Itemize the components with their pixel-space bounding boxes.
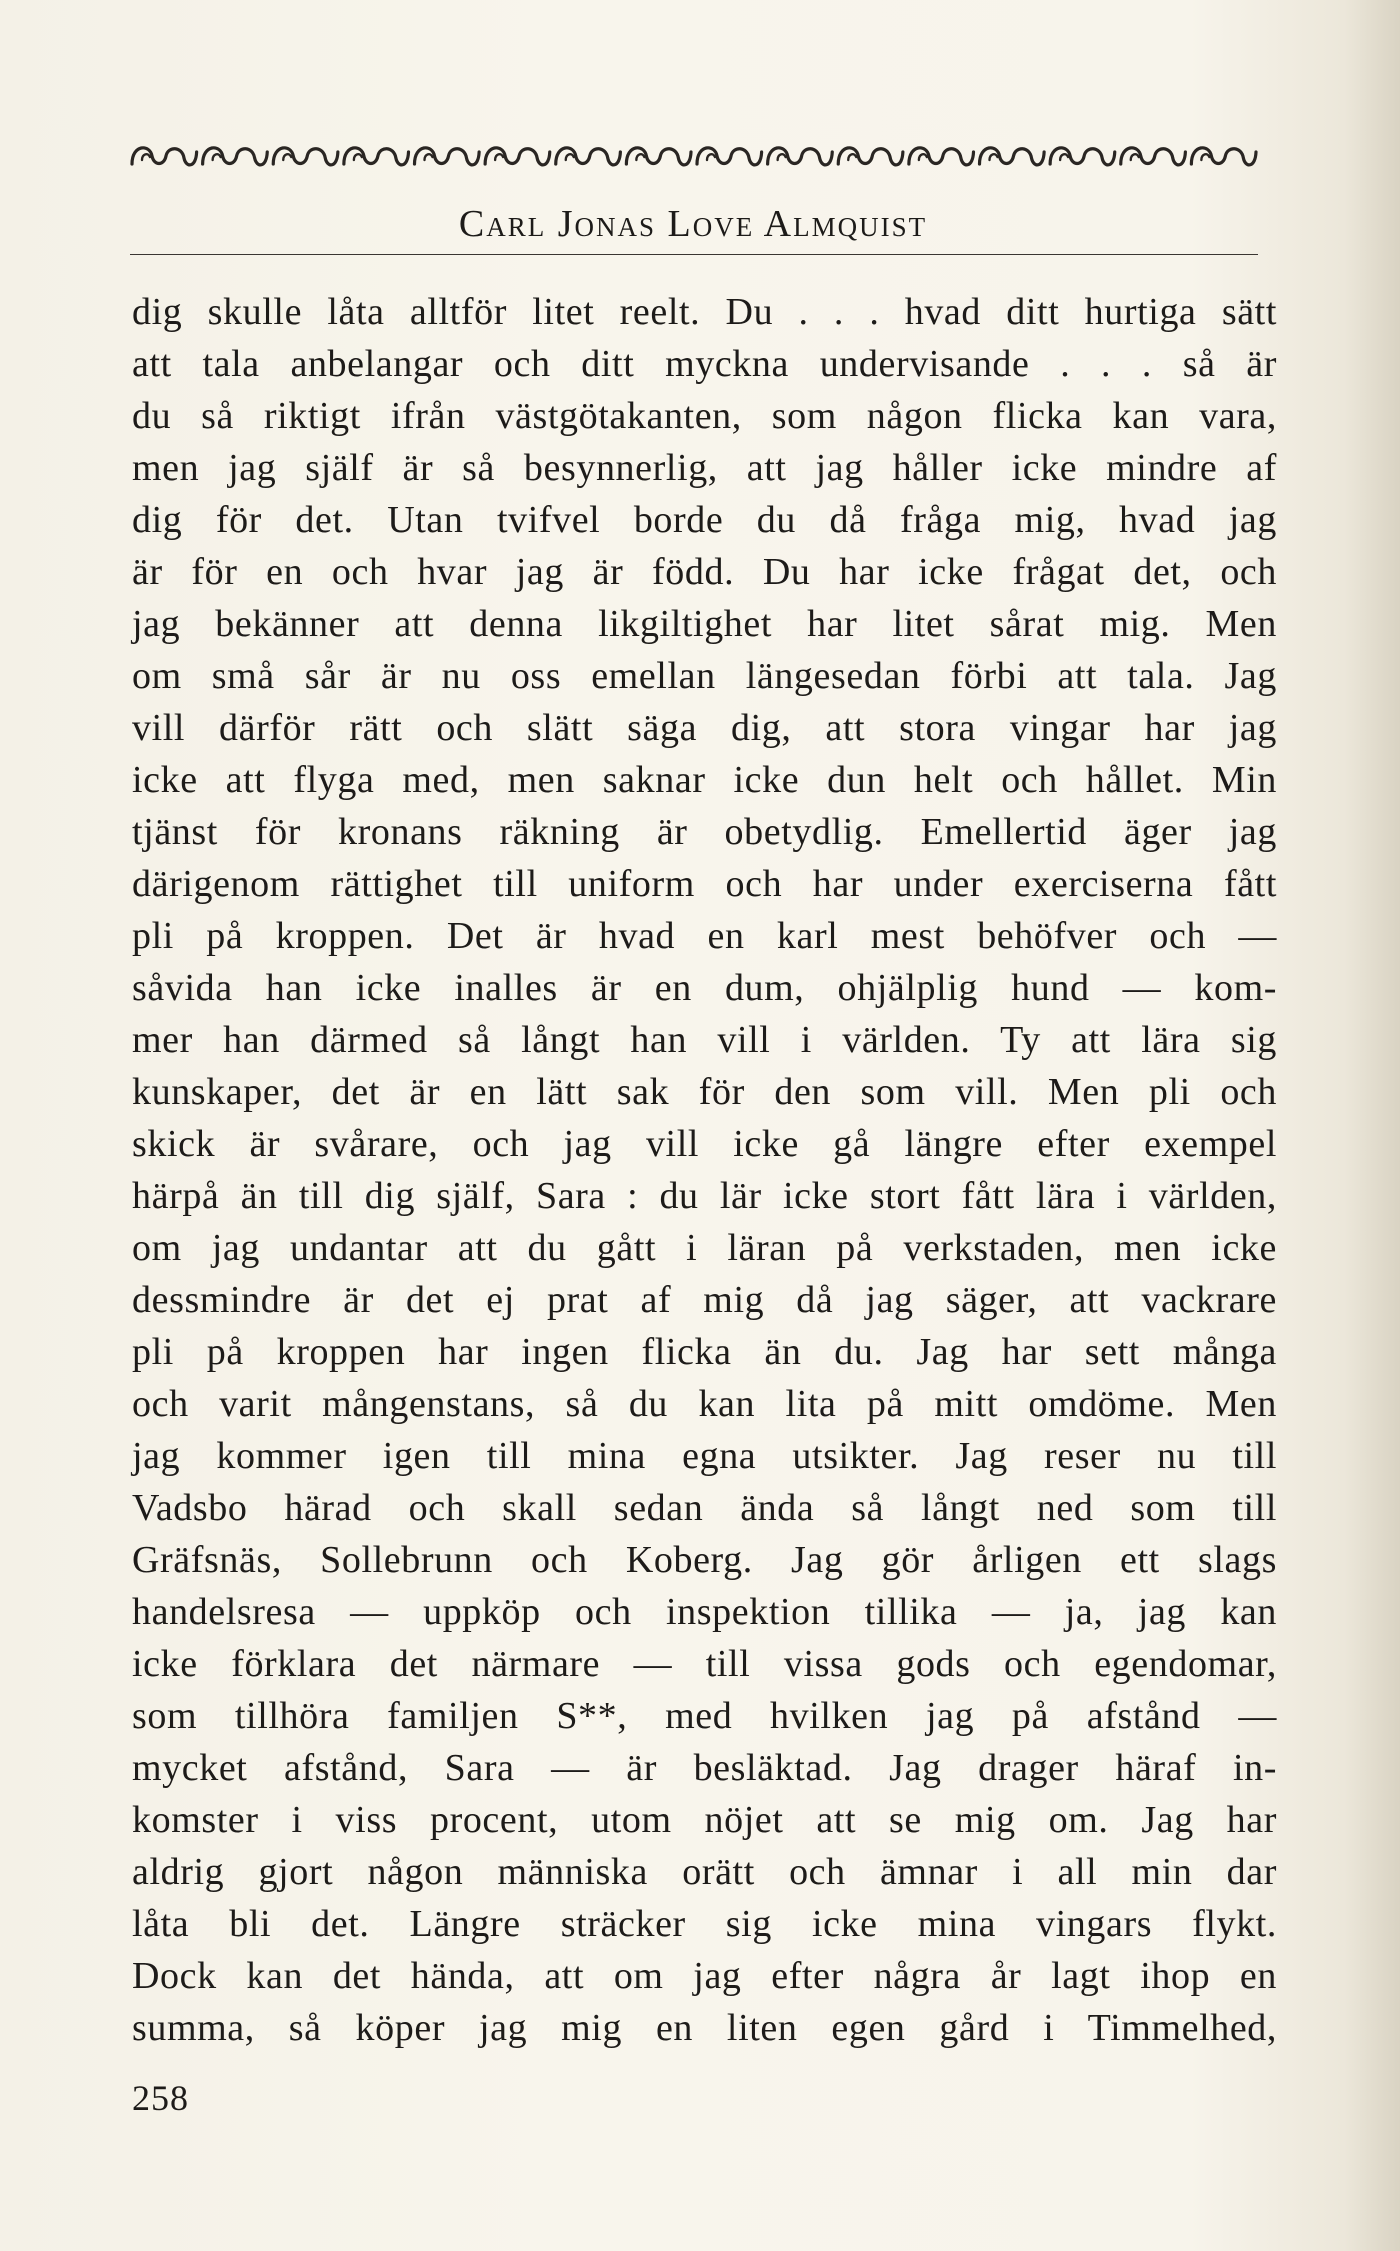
ornament-curl <box>707 154 715 160</box>
text-line: du så riktigt ifrån västgötakanten, som någon flicka kan vara, <box>132 395 1277 437</box>
ornament-curl <box>283 154 291 160</box>
ornament-curl <box>848 154 856 160</box>
ornament-curl <box>636 154 644 160</box>
text-line: dig skulle låta alltför litet reelt. Du . . . hvad ditt hurtiga sätt <box>132 291 1277 333</box>
ornament-curl <box>213 154 221 160</box>
text-line: att tala anbelangar och ditt myckna undervisande . . . så är <box>132 343 1277 385</box>
text-line: pli på kroppen har ingen flicka än du. Jag har sett många <box>132 1331 1277 1373</box>
ornament-curl <box>1060 154 1068 160</box>
ornament-curl <box>919 154 927 160</box>
page-number: 258 <box>132 2078 189 2118</box>
ornament-curl <box>990 154 998 160</box>
ornament-curl <box>778 154 786 160</box>
ornament-curl <box>354 154 362 160</box>
text-line: kunskaper, det är en lätt sak för den som vill. Men pli och <box>132 1071 1277 1113</box>
ornament-curl <box>1131 154 1139 160</box>
text-line: tjänst för kronans räkning är obetydlig. Emellertid äger jag <box>132 811 1277 853</box>
text-line: Vadsbo härad och skall sedan ända så långt ned som till <box>132 1487 1277 1529</box>
ornament-curl <box>425 154 433 160</box>
text-line: om små sår är nu oss emellan längesedan förbi att tala. Jag <box>132 655 1277 697</box>
text-line: pli på kroppen. Det är hvad en karl mest behöfver och — <box>132 915 1277 957</box>
text-line: icke att flyga med, men saknar icke dun helt och hållet. Min <box>132 759 1277 801</box>
text-line: mycket afstånd, Sara — är besläktad. Jag drager häraf in- <box>132 1747 1277 1789</box>
text-line: om jag undantar att du gått i läran på verkstaden, men icke <box>132 1227 1277 1269</box>
text-line: dessmindre är det ej prat af mig då jag säger, att vackrare <box>132 1279 1277 1321</box>
text-line: därigenom rättighet till uniform och har under exerciserna fått <box>132 863 1277 905</box>
ornament-border <box>128 138 1258 174</box>
ornament-curl <box>1201 154 1209 160</box>
running-head: Carl Jonas Love Almquist <box>458 203 928 245</box>
text-line: aldrig gjort någon människa orätt och ämnar i all min dar <box>132 1851 1277 1893</box>
header-rule <box>130 254 1258 255</box>
text-line: Gräfsnäs, Sollebrunn och Koberg. Jag gör årligen ett slags <box>132 1539 1277 1581</box>
text-line: som tillhöra familjen S**, med hvilken jag på afstånd — <box>132 1695 1277 1737</box>
text-line: komster i viss procent, utom nöjet att se mig om. Jag har <box>132 1799 1277 1841</box>
ornament-curl <box>566 154 574 160</box>
text-line: såvida han icke inalles är en dum, ohjälplig hund — kom- <box>132 967 1277 1009</box>
body-text <box>132 286 1277 2054</box>
text-line: är för en och hvar jag är född. Du har icke frågat det, och <box>132 551 1277 593</box>
text-line: och varit mångenstans, så du kan lita på mitt omdöme. Men <box>132 1383 1277 1425</box>
text-line: jag kommer igen till mina egna utsikter. Jag reser nu till <box>132 1435 1277 1477</box>
ornament-curl <box>142 154 150 160</box>
text-line: summa, så köper jag mig en liten egen gård i Timmelhed, <box>132 2007 1277 2049</box>
text-line: låta bli det. Längre sträcker sig icke mina vingars flykt. <box>132 1903 1277 1945</box>
text-line: dig för det. Utan tvifvel borde du då fråga mig, hvad jag <box>132 499 1277 541</box>
text-line: men jag själf är så besynnerlig, att jag håller icke mindre af <box>132 447 1277 489</box>
text-line: härpå än till dig själf, Sara : du lär icke stort fått lära i världen, <box>132 1175 1277 1217</box>
text-line: handelsresa — uppköp och inspektion tillika — ja, jag kan <box>132 1591 1277 1633</box>
ornament-curl <box>495 154 503 160</box>
text-line: jag bekänner att denna likgiltighet har litet sårat mig. Men <box>132 603 1277 645</box>
text-line: skick är svårare, och jag vill icke gå längre efter exempel <box>132 1123 1277 1165</box>
text-line: Dock kan det hända, att om jag efter några år lagt ihop en <box>132 1955 1277 1997</box>
text-line: icke förklara det närmare — till vissa gods och egendomar, <box>132 1643 1277 1685</box>
text-line: mer han därmed så långt han vill i världen. Ty att lära sig <box>132 1019 1277 1061</box>
text-line: vill därför rätt och slätt säga dig, att stora vingar har jag <box>132 707 1277 749</box>
